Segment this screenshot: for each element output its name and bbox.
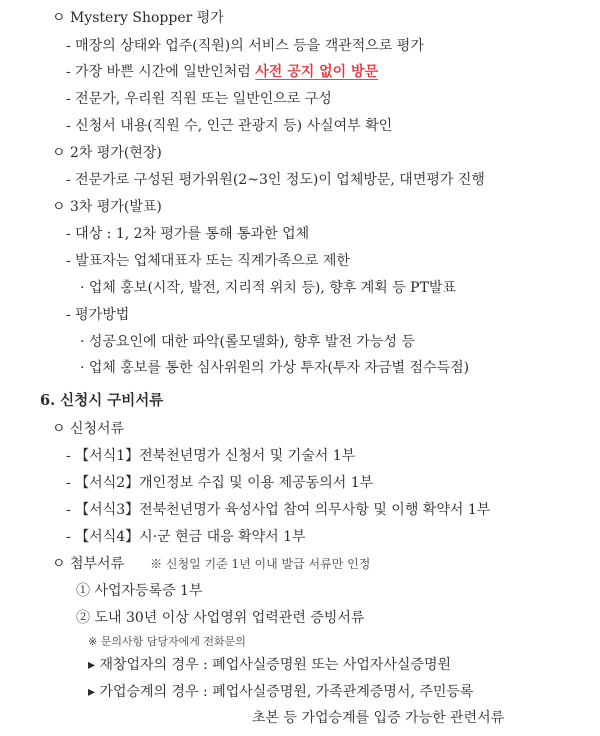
- mystery-heading: ㅇ Mystery Shopper 평가: [52, 10, 224, 26]
- case-succession-continuation: 초본 등 가업승계를 입증 가능한 관련서류: [252, 710, 505, 726]
- contact-note: ※ 문의사항 담당자에게 전화문의: [88, 635, 246, 648]
- section-6-title: 6. 신청시 구비서류: [40, 392, 164, 409]
- mystery-item-1: - 매장의 상태와 업주(직원)의 서비스 등을 객관적으로 평가: [66, 38, 424, 54]
- application-doc-1: - 【서식1】전북천년명가 신청서 및 기술서 1부: [66, 448, 356, 464]
- attachment-docs-heading: ㅇ 첨부서류 ※ 신청일 기준 1년 이내 발급 서류만 인정: [52, 556, 371, 572]
- second-eval-heading: ㅇ 2차 평가(현장): [52, 145, 162, 161]
- mystery-item-3: - 전문가, 우리원 직원 또는 일반인으로 구성: [66, 91, 332, 107]
- application-doc-4: - 【서식4】시·군 현금 대응 확약서 1부: [66, 529, 306, 545]
- application-doc-3: - 【서식3】전북천년명가 육성사업 참여 의무사항 및 이행 확약서 1부: [66, 502, 491, 518]
- third-eval-target: - 대상 : 1, 2차 평가를 통해 통과한 업체: [66, 226, 310, 242]
- third-eval-method-sub-1: · 성공요인에 대한 파악(롤모델화), 향후 발전 가능성 등: [80, 334, 415, 350]
- highlight-no-notice-visit: 사전 공지 없이 방문: [255, 64, 379, 80]
- attachment-item-1: ① 사업자등록증 1부: [76, 583, 203, 599]
- mystery-item-4: - 신청서 내용(직원 수, 인근 관광지 등) 사실여부 확인: [66, 118, 393, 134]
- case-succession: ▸ 가업승계의 경우 : 폐업사실증명원, 가족관계증명서, 주민등록: [88, 684, 474, 700]
- attachment-item-2: ② 도내 30년 이상 사업영위 업력관련 증빙서류: [76, 610, 365, 626]
- case-restart: ▸ 재창업자의 경우 : 폐업사실증명원 또는 사업자사실증명원: [88, 657, 452, 673]
- second-eval-item: - 전문가로 구성된 평가위원(2~3인 정도)이 업체방문, 대면평가 진행: [66, 172, 485, 188]
- third-eval-presenter: - 발표자는 업체대표자 또는 직계가족으로 제한: [66, 253, 350, 269]
- application-docs-heading: ㅇ 신청서류: [52, 421, 125, 437]
- third-eval-presenter-sub: · 업체 홍보(시작, 발전, 지리적 위치 등), 향후 계획 등 PT발표: [80, 280, 456, 296]
- attachment-validity-note: ※ 신청일 기준 1년 이내 발급 서류만 인정: [150, 557, 371, 571]
- mystery-item-2: - 가장 바쁜 시간에 일반인처럼 사전 공지 없이 방문: [66, 64, 379, 80]
- application-doc-2: - 【서식2】개인정보 수집 및 이용 제공동의서 1부: [66, 475, 374, 491]
- third-eval-heading: ㅇ 3차 평가(발표): [52, 199, 162, 215]
- third-eval-method: - 평가방법: [66, 307, 130, 323]
- third-eval-method-sub-2: · 업체 홍보를 통한 심사위원의 가상 투자(투자 자금별 점수득점): [80, 360, 470, 376]
